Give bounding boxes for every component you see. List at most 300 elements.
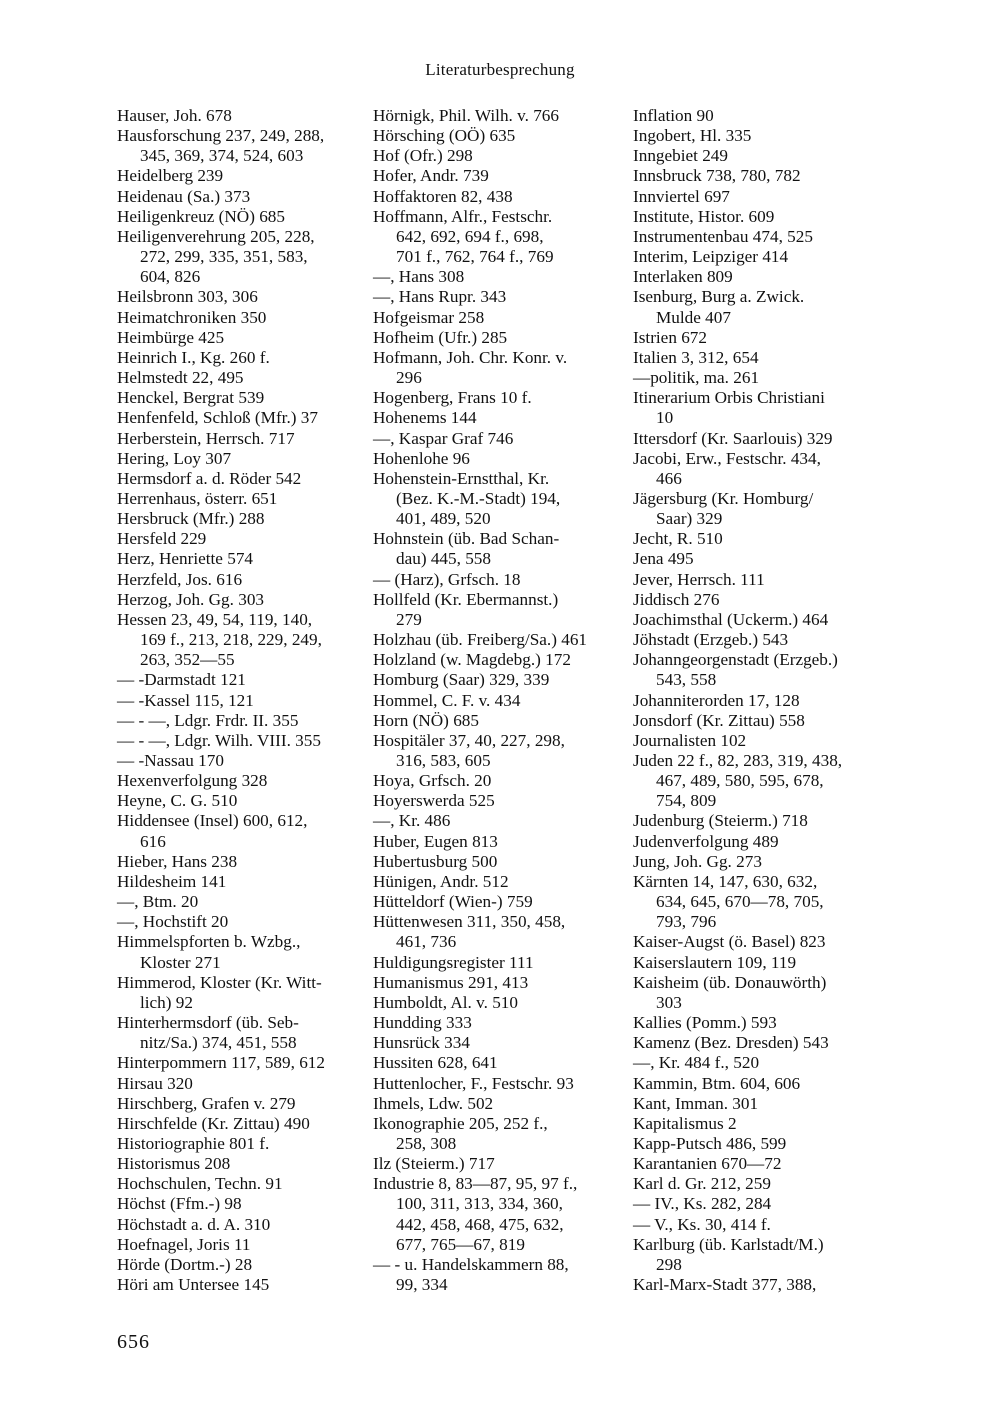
index-entry bbox=[633, 187, 888, 207]
index-entry bbox=[373, 832, 625, 852]
index-entry bbox=[633, 368, 888, 388]
index-entry-head: Jena 495 bbox=[633, 549, 694, 569]
index-entry bbox=[633, 953, 888, 973]
index-entry-head: Hirschfelde (Kr. Zittau) 490 bbox=[117, 1113, 310, 1133]
index-entry bbox=[117, 408, 367, 428]
page-number: 656 bbox=[117, 1331, 150, 1353]
index-entry-continuation: lich) 92 bbox=[140, 992, 193, 1012]
index-entry bbox=[633, 1215, 888, 1235]
index-entry-head: Heidelberg 239 bbox=[117, 166, 224, 186]
index-entry-head: — - u. Handelskammern 88, bbox=[373, 1254, 569, 1274]
index-entry bbox=[373, 126, 625, 146]
index-entry bbox=[117, 791, 367, 811]
index-entry bbox=[373, 912, 625, 952]
index-entry-head: Hoya, Grfsch. 20 bbox=[373, 771, 492, 791]
index-entry-head: Heinrich I., Kg. 260 f. bbox=[117, 347, 270, 367]
index-entry-head: Hussiten 628, 641 bbox=[373, 1053, 498, 1073]
index-entry-head: Kärnten 14, 147, 630, 632, bbox=[633, 871, 818, 891]
index-entry bbox=[117, 368, 367, 388]
index-entry-head: Heidenau (Sa.) 373 bbox=[117, 186, 251, 206]
index-entry bbox=[633, 811, 888, 831]
index-entry bbox=[633, 126, 888, 146]
index-entry-continuation: 754, 809 bbox=[656, 791, 717, 811]
index-entry-continuation: 296 bbox=[396, 368, 422, 388]
index-entry bbox=[633, 106, 888, 126]
index-entry-head: Hieber, Hans 238 bbox=[117, 851, 238, 871]
index-entry bbox=[373, 146, 625, 166]
index-entry-head: Johanniterorden 17, 128 bbox=[633, 690, 800, 710]
index-entry-head: Hausforschung 237, 249, 288, bbox=[117, 126, 325, 146]
index-entry-head: Institute, Histor. 609 bbox=[633, 206, 775, 226]
index-entry-head: — IV., Ks. 282, 284 bbox=[633, 1194, 772, 1214]
index-entry bbox=[117, 1013, 367, 1053]
index-entry-continuation: 677, 765—67, 819 bbox=[396, 1234, 525, 1254]
index-entry-head: Horn (NÖ) 685 bbox=[373, 710, 479, 730]
index-entry-head: Hubertusburg 500 bbox=[373, 851, 498, 871]
index-entry-head: Hinterpommern 117, 589, 612 bbox=[117, 1053, 325, 1073]
index-entry bbox=[633, 549, 888, 569]
index-entry-head: Kallies (Pomm.) 593 bbox=[633, 1013, 777, 1033]
index-entry-head: Huttenlocher, F., Festschr. 93 bbox=[373, 1073, 574, 1093]
index-entry-head: Judenburg (Steierm.) 718 bbox=[633, 811, 808, 831]
index-entry-continuation: 634, 645, 670—78, 705, bbox=[656, 892, 824, 912]
index-entry bbox=[373, 388, 625, 408]
index-entry bbox=[633, 630, 888, 650]
index-entry-continuation: 345, 369, 374, 524, 603 bbox=[140, 146, 304, 166]
index-entry-continuation: 316, 583, 605 bbox=[396, 751, 491, 770]
index-entry-head: Helmstedt 22, 495 bbox=[117, 368, 244, 388]
index-entry bbox=[373, 771, 625, 791]
index-entry bbox=[117, 166, 367, 186]
index-entry bbox=[633, 1074, 888, 1094]
index-entry bbox=[117, 731, 367, 751]
index-entry-head: Hofer, Andr. 739 bbox=[373, 166, 489, 186]
index-entry-head: Herz, Henriette 574 bbox=[117, 549, 254, 569]
index-entry bbox=[117, 590, 367, 610]
index-entry bbox=[633, 348, 888, 368]
index-entry bbox=[633, 529, 888, 549]
index-entry bbox=[117, 126, 367, 166]
index-entry-head: Karl-Marx-Stadt 377, 388, bbox=[633, 1275, 817, 1295]
index-entry-continuation: 467, 489, 580, 595, 678, bbox=[656, 771, 824, 791]
index-entry bbox=[633, 570, 888, 590]
index-entry-head: Hörnigk, Phil. Wilh. v. 766 bbox=[373, 106, 559, 125]
index-entry bbox=[117, 852, 367, 872]
index-entry bbox=[373, 1074, 625, 1094]
index-entry-head: Judenverfolgung 489 bbox=[633, 831, 779, 851]
index-entry-head: Ilz (Steierm.) 717 bbox=[373, 1154, 495, 1174]
index-entry-head: Jecht, R. 510 bbox=[633, 529, 723, 549]
index-entry bbox=[633, 1275, 888, 1295]
index-entry bbox=[373, 1114, 625, 1154]
index-entry-head: Hirsau 320 bbox=[117, 1073, 193, 1093]
index-entry bbox=[117, 1134, 367, 1154]
index-entry bbox=[373, 408, 625, 428]
index-entry bbox=[373, 711, 625, 731]
index-entry-head: Juden 22 f., 82, 283, 319, 438, bbox=[633, 751, 843, 770]
index-entry-head: Herzog, Joh. Gg. 303 bbox=[117, 589, 265, 609]
index-entry-head: Jung, Joh. Gg. 273 bbox=[633, 851, 762, 871]
index-entry bbox=[633, 1033, 888, 1053]
index-entry bbox=[373, 630, 625, 650]
index-entry bbox=[117, 1094, 367, 1114]
index-entry bbox=[633, 932, 888, 952]
index-entry bbox=[117, 751, 367, 771]
index-entry bbox=[633, 610, 888, 630]
index-entry bbox=[373, 670, 625, 690]
index-entry-continuation: nitz/Sa.) 374, 451, 558 bbox=[140, 1033, 297, 1053]
index-entry bbox=[373, 287, 625, 307]
index-entry-continuation: 298 bbox=[656, 1254, 682, 1274]
index-entry-head: Heilsbronn 303, 306 bbox=[117, 287, 258, 307]
index-entry bbox=[633, 751, 888, 811]
index-entry-head: —, Kaspar Graf 746 bbox=[373, 428, 514, 448]
index-entry-head: Jonsdorf (Kr. Zittau) 558 bbox=[633, 710, 805, 730]
index-entry bbox=[117, 932, 367, 972]
index-entry-head: —, Hans Rupr. 343 bbox=[373, 287, 507, 307]
index-entry bbox=[117, 711, 367, 731]
index-entry bbox=[633, 1053, 888, 1073]
index-entry-head: Hoffmann, Alfr., Festschr. bbox=[373, 206, 553, 226]
index-entry bbox=[373, 993, 625, 1013]
index-entry bbox=[117, 449, 367, 469]
index-entry-head: Kamenz (Bez. Dresden) 543 bbox=[633, 1033, 829, 1053]
index-entry bbox=[117, 1275, 367, 1295]
index-entry-head: Hering, Loy 307 bbox=[117, 448, 232, 468]
index-entry-head: Hauser, Joh. 678 bbox=[117, 106, 232, 125]
index-entry-head: Jiddisch 276 bbox=[633, 589, 720, 609]
index-entry bbox=[633, 1094, 888, 1114]
index-entry bbox=[373, 1174, 625, 1255]
index-entry-head: Journalisten 102 bbox=[633, 730, 747, 750]
index-entry-head: Hofmann, Joh. Chr. Konr. v. bbox=[373, 347, 568, 367]
index-entry bbox=[373, 207, 625, 267]
index-entry-head: Hof (Ofr.) 298 bbox=[373, 146, 473, 166]
index-entry bbox=[373, 187, 625, 207]
index-entry bbox=[373, 106, 625, 126]
index-entry bbox=[633, 1235, 888, 1275]
index-entry-continuation: dau) 445, 558 bbox=[396, 549, 491, 569]
index-entry-head: Henfenfeld, Schloß (Mfr.) 37 bbox=[117, 408, 318, 428]
index-entry bbox=[373, 791, 625, 811]
index-entry-continuation: 543, 558 bbox=[656, 670, 717, 690]
index-entry-head: Karantanien 670—72 bbox=[633, 1154, 782, 1174]
index-entry-head: Kapp-Putsch 486, 599 bbox=[633, 1133, 787, 1153]
index-entry-head: Hundding 333 bbox=[373, 1013, 472, 1033]
index-entry bbox=[633, 1134, 888, 1154]
index-entry-head: Höchstadt a. d. A. 310 bbox=[117, 1214, 271, 1234]
index-entry-head: Hofheim (Ufr.) 285 bbox=[373, 327, 508, 347]
index-entry-head: Hunsrück 334 bbox=[373, 1033, 470, 1053]
index-entry-head: Jacobi, Erw., Festschr. 434, bbox=[633, 448, 821, 468]
index-entry-head: Ikonographie 205, 252 f., bbox=[373, 1113, 548, 1133]
index-entry-continuation: 263, 352—55 bbox=[140, 650, 235, 670]
index-entry-head: Höri am Untersee 145 bbox=[117, 1275, 270, 1295]
index-entry-head: —, Kr. 484 f., 520 bbox=[633, 1053, 760, 1073]
index-entry bbox=[633, 146, 888, 166]
index-entry-head: Henckel, Bergrat 539 bbox=[117, 388, 265, 408]
index-entry-head: Heimatchroniken 350 bbox=[117, 307, 267, 327]
index-entry-continuation: 169 f., 213, 218, 229, 249, bbox=[140, 630, 322, 650]
index-entry-head: Hersfeld 229 bbox=[117, 529, 207, 549]
index-column-2 bbox=[373, 106, 625, 1295]
index-entry-head: Hoefnagel, Joris 11 bbox=[117, 1234, 251, 1254]
index-entry-head: Instrumentenbau 474, 525 bbox=[633, 226, 813, 246]
index-entry-head: Holzhau (üb. Freiberg/Sa.) 461 bbox=[373, 630, 588, 650]
index-entry bbox=[633, 973, 888, 1013]
index-entry-head: — -Nassau 170 bbox=[117, 751, 224, 770]
index-entry-head: — -Kassel 115, 121 bbox=[117, 690, 254, 710]
index-entry bbox=[373, 852, 625, 872]
index-entry bbox=[117, 207, 367, 227]
index-entry-head: Historiographie 801 f. bbox=[117, 1133, 270, 1153]
index-entry-head: Huber, Eugen 813 bbox=[373, 831, 498, 851]
index-entry-head: Hoyerswerda 525 bbox=[373, 791, 495, 811]
index-entry bbox=[373, 308, 625, 328]
index-entry bbox=[373, 1053, 625, 1073]
index-entry-head: Interim, Leipziger 414 bbox=[633, 247, 789, 267]
index-entry bbox=[373, 590, 625, 630]
index-entry-head: —, Btm. 20 bbox=[117, 892, 199, 912]
index-entry bbox=[117, 227, 367, 287]
index-entry-head: Ihmels, Ldw. 502 bbox=[373, 1093, 494, 1113]
index-entry-continuation: 100, 311, 313, 334, 360, bbox=[396, 1194, 563, 1214]
index-entry-continuation: 10 bbox=[656, 408, 674, 428]
index-entry-continuation: 616 bbox=[140, 831, 166, 851]
index-entry-head: Homburg (Saar) 329, 339 bbox=[373, 670, 550, 690]
index-entry-head: Hiddensee (Insel) 600, 612, bbox=[117, 811, 308, 831]
index-entry bbox=[117, 106, 367, 126]
index-entry-head: —politik, ma. 261 bbox=[633, 368, 760, 388]
index-entry-head: —, Kr. 486 bbox=[373, 811, 451, 831]
index-entry-head: Hochschulen, Techn. 91 bbox=[117, 1174, 283, 1194]
index-column-3 bbox=[633, 106, 888, 1295]
index-entry-head: Industrie 8, 83—87, 95, 97 f., bbox=[373, 1174, 578, 1194]
index-entry-head: Interlaken 809 bbox=[633, 267, 733, 287]
index-entry-head: Holzland (w. Magdebg.) 172 bbox=[373, 650, 571, 670]
index-entry bbox=[633, 872, 888, 932]
index-entry bbox=[633, 1174, 888, 1194]
index-entry bbox=[117, 973, 367, 1013]
index-entry bbox=[633, 449, 888, 489]
index-entry bbox=[373, 892, 625, 912]
index-entry bbox=[633, 832, 888, 852]
index-entry-head: Hermsdorf a. d. Röder 542 bbox=[117, 468, 302, 488]
index-entry-continuation: 701 f., 762, 764 f., 769 bbox=[396, 247, 554, 267]
index-entry bbox=[117, 348, 367, 368]
index-entry-head: Humanismus 291, 413 bbox=[373, 972, 529, 992]
index-entry bbox=[633, 328, 888, 348]
index-entry-head: Hohnstein (üb. Bad Schan- bbox=[373, 529, 560, 549]
index-entry-head: Jöhstadt (Erzgeb.) 543 bbox=[633, 630, 789, 650]
index-entry-head: Herrenhaus, österr. 651 bbox=[117, 488, 278, 508]
index-entry bbox=[633, 388, 888, 428]
index-entry-continuation: Mulde 407 bbox=[656, 307, 731, 327]
index-entry bbox=[117, 1053, 367, 1073]
index-entry bbox=[117, 691, 367, 711]
index-entry-head: Hünigen, Andr. 512 bbox=[373, 871, 509, 891]
index-entry-head: Itinerarium Orbis Christiani bbox=[633, 388, 825, 408]
index-entry-head: Inflation 90 bbox=[633, 106, 714, 125]
index-entry bbox=[117, 1255, 367, 1275]
index-entry bbox=[117, 187, 367, 207]
index-entry-head: —, Hochstift 20 bbox=[117, 912, 229, 932]
index-entry bbox=[373, 811, 625, 831]
index-entry bbox=[633, 166, 888, 186]
index-entry-head: Hexenverfolgung 328 bbox=[117, 771, 268, 791]
index-entry-head: Humboldt, Al. v. 510 bbox=[373, 992, 518, 1012]
index-entry bbox=[373, 328, 625, 348]
index-entry-continuation: 99, 334 bbox=[396, 1275, 448, 1295]
index-entry bbox=[633, 429, 888, 449]
index-entry bbox=[117, 308, 367, 328]
index-entry-head: Kaisheim (üb. Donauwörth) bbox=[633, 972, 827, 992]
index-entry bbox=[373, 973, 625, 993]
index-entry bbox=[633, 1194, 888, 1214]
index-entry-head: Joachimsthal (Uckerm.) 464 bbox=[633, 609, 829, 629]
index-entry-head: Hirschberg, Grafen v. 279 bbox=[117, 1093, 296, 1113]
index-entry bbox=[373, 267, 625, 287]
index-entry-head: Karl d. Gr. 212, 259 bbox=[633, 1174, 771, 1194]
index-entry-head: Kaiser-Augst (ö. Basel) 823 bbox=[633, 932, 826, 952]
index-entry bbox=[117, 509, 367, 529]
index-entry-head: Himmerod, Kloster (Kr. Witt- bbox=[117, 972, 322, 992]
index-entry-head: Johanngeorgenstadt (Erzgeb.) bbox=[633, 650, 838, 670]
index-entry bbox=[373, 469, 625, 529]
index-entry bbox=[117, 771, 367, 791]
index-entry-continuation: 279 bbox=[396, 609, 422, 629]
index-entry-head: Himmelspforten b. Wzbg., bbox=[117, 932, 301, 952]
index-entry-head: — (Harz), Grfsch. 18 bbox=[373, 569, 521, 589]
index-entry-head: Heiligenverehrung 205, 228, bbox=[117, 226, 315, 246]
index-entry-head: Isenburg, Burg a. Zwick. bbox=[633, 287, 805, 307]
index-column-1 bbox=[117, 106, 367, 1295]
index-entry-head: Kant, Imman. 301 bbox=[633, 1093, 759, 1113]
index-entry bbox=[633, 247, 888, 267]
index-entry bbox=[117, 529, 367, 549]
index-entry bbox=[117, 549, 367, 569]
index-entry-head: Hoffaktoren 82, 438 bbox=[373, 186, 513, 206]
index-entry bbox=[373, 166, 625, 186]
index-entry-head: Karlburg (üb. Karlstadt/M.) bbox=[633, 1234, 824, 1254]
index-entry-head: Hörde (Dortm.-) 28 bbox=[117, 1254, 253, 1274]
index-entry bbox=[373, 429, 625, 449]
index-entry-head: Innsbruck 738, 780, 782 bbox=[633, 166, 801, 186]
index-entry-continuation: Saar) 329 bbox=[656, 509, 723, 529]
index-entry bbox=[117, 892, 367, 912]
index-entry-continuation: 303 bbox=[656, 992, 682, 1012]
index-entry bbox=[373, 691, 625, 711]
index-entry bbox=[373, 449, 625, 469]
index-entry-head: Inngebiet 249 bbox=[633, 146, 728, 166]
index-entry bbox=[117, 872, 367, 892]
index-entry bbox=[633, 1154, 888, 1174]
index-entry-head: — V., Ks. 30, 414 f. bbox=[633, 1214, 771, 1234]
index-entry-continuation: 604, 826 bbox=[140, 267, 201, 287]
index-entry bbox=[373, 348, 625, 388]
index-entry-head: Hohenlohe 96 bbox=[373, 448, 470, 468]
index-entry bbox=[117, 388, 367, 408]
index-entry-head: Hofgeismar 258 bbox=[373, 307, 485, 327]
index-entry-continuation: 442, 458, 468, 475, 632, bbox=[396, 1214, 564, 1234]
index-entry bbox=[117, 610, 367, 670]
index-entry-continuation: (Bez. K.-M.-Stadt) 194, bbox=[396, 488, 561, 508]
index-entry-head: Heyne, C. G. 510 bbox=[117, 791, 238, 811]
index-entry-head: Ittersdorf (Kr. Saarlouis) 329 bbox=[633, 428, 833, 448]
index-entry bbox=[633, 852, 888, 872]
index-entry-head: Italien 3, 312, 654 bbox=[633, 347, 759, 367]
index-entry-head: Heimbürge 425 bbox=[117, 327, 225, 347]
index-entry bbox=[633, 650, 888, 690]
index-entry-head: Huldigungsregister 111 bbox=[373, 952, 534, 972]
index-entry bbox=[117, 489, 367, 509]
index-entry bbox=[633, 207, 888, 227]
index-entry-head: Hörsching (OÖ) 635 bbox=[373, 126, 516, 146]
index-entry bbox=[117, 1174, 367, 1194]
running-header: Literaturbesprechung bbox=[425, 60, 575, 79]
index-entry-continuation: Kloster 271 bbox=[140, 952, 221, 972]
index-entry bbox=[633, 1114, 888, 1134]
index-entry bbox=[373, 731, 625, 771]
index-entry bbox=[373, 1013, 625, 1033]
index-entry bbox=[633, 1013, 888, 1033]
index-entry-head: Herzfeld, Jos. 616 bbox=[117, 569, 243, 589]
index-entry bbox=[633, 489, 888, 529]
index-entry bbox=[117, 670, 367, 690]
index-entry bbox=[117, 1235, 367, 1255]
index-entry-head: Hessen 23, 49, 54, 119, 140, bbox=[117, 609, 313, 629]
index-entry bbox=[633, 731, 888, 751]
index-entry bbox=[633, 267, 888, 287]
index-entry-head: Hohenems 144 bbox=[373, 408, 477, 428]
index-entry-continuation: 793, 796 bbox=[656, 912, 717, 932]
index-entry bbox=[373, 1094, 625, 1114]
index-entry bbox=[633, 227, 888, 247]
index-entry bbox=[633, 287, 888, 327]
index-entry-head: Kaiserslautern 109, 119 bbox=[633, 952, 797, 972]
index-entry bbox=[117, 328, 367, 348]
index-entry-continuation: 642, 692, 694 f., 698, bbox=[396, 226, 544, 246]
index-entry bbox=[117, 429, 367, 449]
index-entry-head: Herberstein, Herrsch. 717 bbox=[117, 428, 295, 448]
index-entry-head: —, Hans 308 bbox=[373, 267, 465, 287]
index-entry-head: Heiligenkreuz (NÖ) 685 bbox=[117, 206, 285, 226]
index-entry bbox=[373, 953, 625, 973]
index-entry-continuation: 401, 489, 520 bbox=[396, 509, 491, 529]
index-entry bbox=[117, 570, 367, 590]
index-entry bbox=[373, 1154, 625, 1174]
index-entry bbox=[373, 650, 625, 670]
index-entry bbox=[633, 711, 888, 731]
index-entry-continuation: 258, 308 bbox=[396, 1133, 457, 1153]
index-entry-continuation: 466 bbox=[656, 468, 682, 488]
index-entry bbox=[633, 691, 888, 711]
index-entry bbox=[117, 287, 367, 307]
index-entry bbox=[117, 1114, 367, 1134]
index-entry bbox=[117, 469, 367, 489]
index-entry bbox=[117, 1194, 367, 1214]
index-entry-head: Hütteldorf (Wien-) 759 bbox=[373, 892, 533, 912]
index-entry-head: Hinterhermsdorf (üb. Seb- bbox=[117, 1013, 299, 1033]
index-entry-head: Kammin, Btm. 604, 606 bbox=[633, 1073, 801, 1093]
index-entry-head: Hospitäler 37, 40, 227, 298, bbox=[373, 730, 565, 750]
index-entry-head: Hildesheim 141 bbox=[117, 871, 227, 891]
index-entry bbox=[633, 590, 888, 610]
index-entry bbox=[373, 872, 625, 892]
index-entry-head: Hohenstein-Ernstthal, Kr. bbox=[373, 468, 550, 488]
index-entry-head: Jever, Herrsch. 111 bbox=[633, 569, 765, 589]
index-entry-head: Historismus 208 bbox=[117, 1154, 231, 1174]
